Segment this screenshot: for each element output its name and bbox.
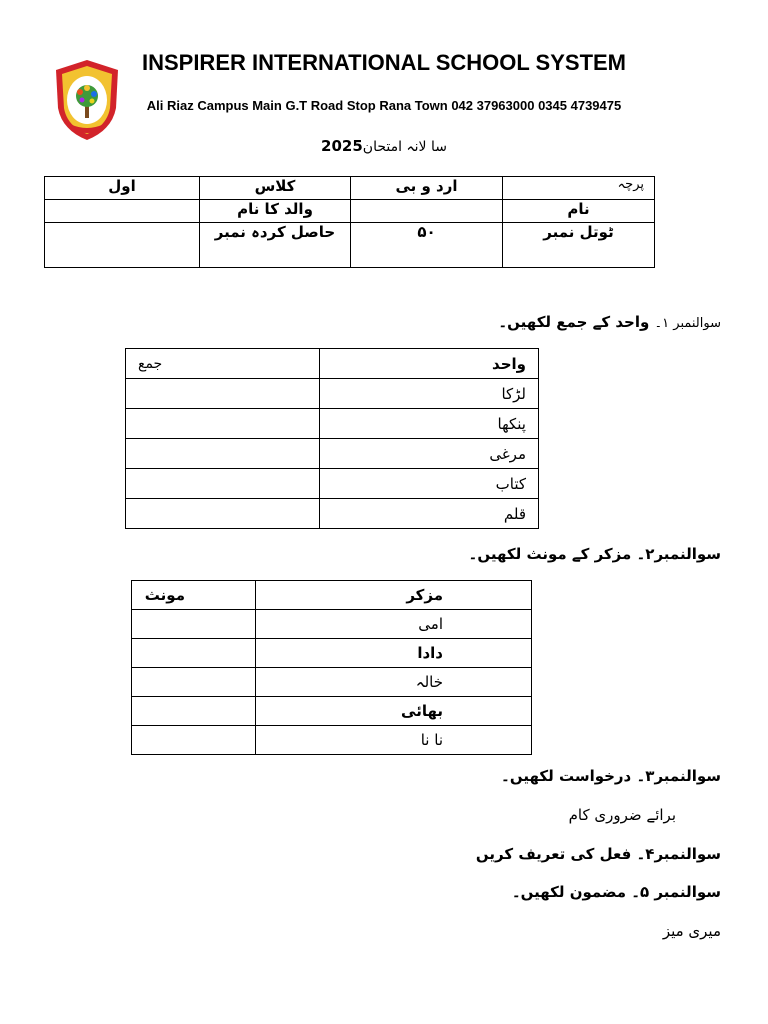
table-row: [45, 177, 655, 200]
table-row: [132, 668, 532, 697]
column-header: جمع: [126, 349, 320, 379]
word-cell: قلم: [320, 499, 539, 529]
question-5-topic: میری میز: [662, 922, 721, 940]
table-row: [126, 439, 539, 469]
school-address: Ali Riaz Campus Main G.T Road Stop Rana Town 042 37963000 0345 4739475: [146, 98, 622, 113]
info-cell: کلاس: [200, 177, 351, 200]
singular-plural-table: [125, 348, 539, 529]
column-header: مونث: [132, 581, 256, 610]
table-row: [45, 223, 655, 268]
school-name: INSPIRER INTERNATIONAL SCHOOL SYSTEM: [141, 50, 627, 75]
info-cell: حاصل کردہ نمبر: [200, 223, 351, 268]
word-cell: خالہ: [256, 668, 532, 697]
table-row: [126, 409, 539, 439]
answer-cell[interactable]: [126, 409, 320, 439]
question-1-prefix: سوالنمبر ۱۔: [654, 316, 721, 331]
answer-cell[interactable]: [132, 668, 256, 697]
word-cell: مرغی: [320, 439, 539, 469]
table-row: [132, 697, 532, 726]
word-cell: بھائی: [256, 697, 532, 726]
info-cell[interactable]: [45, 200, 200, 223]
table-row: [126, 349, 539, 379]
word-cell: دادا: [256, 639, 532, 668]
answer-cell[interactable]: [132, 610, 256, 639]
word-cell: کتاب: [320, 469, 539, 499]
column-header: واحد: [320, 349, 539, 379]
info-cell: پرچہ: [503, 177, 655, 200]
table-row: [45, 200, 655, 223]
table-row: [126, 469, 539, 499]
question-2: سوالنمبر۲۔ مزکر کے مونث لکھیں۔: [468, 545, 721, 563]
answer-cell[interactable]: [126, 439, 320, 469]
answer-cell[interactable]: [126, 379, 320, 409]
answer-cell[interactable]: [132, 639, 256, 668]
masculine-feminine-table: [131, 580, 532, 755]
table-row: [126, 499, 539, 529]
question-4: سوالنمبر۴۔ فعل کی تعریف کریں: [475, 845, 721, 863]
answer-cell[interactable]: [126, 499, 320, 529]
table-row: [126, 379, 539, 409]
exam-title-text: سا لانہ امتحان: [362, 139, 447, 155]
info-cell[interactable]: [351, 200, 503, 223]
info-cell: والد کا نام: [200, 200, 351, 223]
question-5: سوالنمبر ۵۔ مضمون لکھیں۔: [511, 883, 721, 901]
table-row: [132, 610, 532, 639]
info-cell: ارد و بی: [351, 177, 503, 200]
question-1: [498, 313, 721, 331]
table-row: [132, 639, 532, 668]
info-cell: ۵۰: [351, 223, 503, 268]
word-cell: امی: [256, 610, 532, 639]
info-cell: اول: [45, 177, 200, 200]
table-row: [132, 726, 532, 755]
answer-cell[interactable]: [126, 469, 320, 499]
student-info-table: [44, 176, 655, 268]
info-cell: ٹوتل نمبر: [503, 223, 655, 268]
exam-title: [0, 137, 768, 155]
info-cell: نام: [503, 200, 655, 223]
question-3-topic: برائے ضروری کام: [568, 806, 676, 824]
answer-cell[interactable]: [132, 726, 256, 755]
question-3: سوالنمبر۳۔ درخواست لکھیں۔: [501, 767, 721, 785]
answer-cell[interactable]: [132, 697, 256, 726]
question-1-text: واحد کے جمع لکھیں۔: [498, 313, 650, 331]
table-row: [132, 581, 532, 610]
exam-year: 2025: [321, 137, 363, 155]
info-cell[interactable]: [45, 223, 200, 268]
column-header: مزکر: [256, 581, 532, 610]
word-cell: لڑکا: [320, 379, 539, 409]
word-cell: پنکھا: [320, 409, 539, 439]
word-cell: نا نا: [256, 726, 532, 755]
